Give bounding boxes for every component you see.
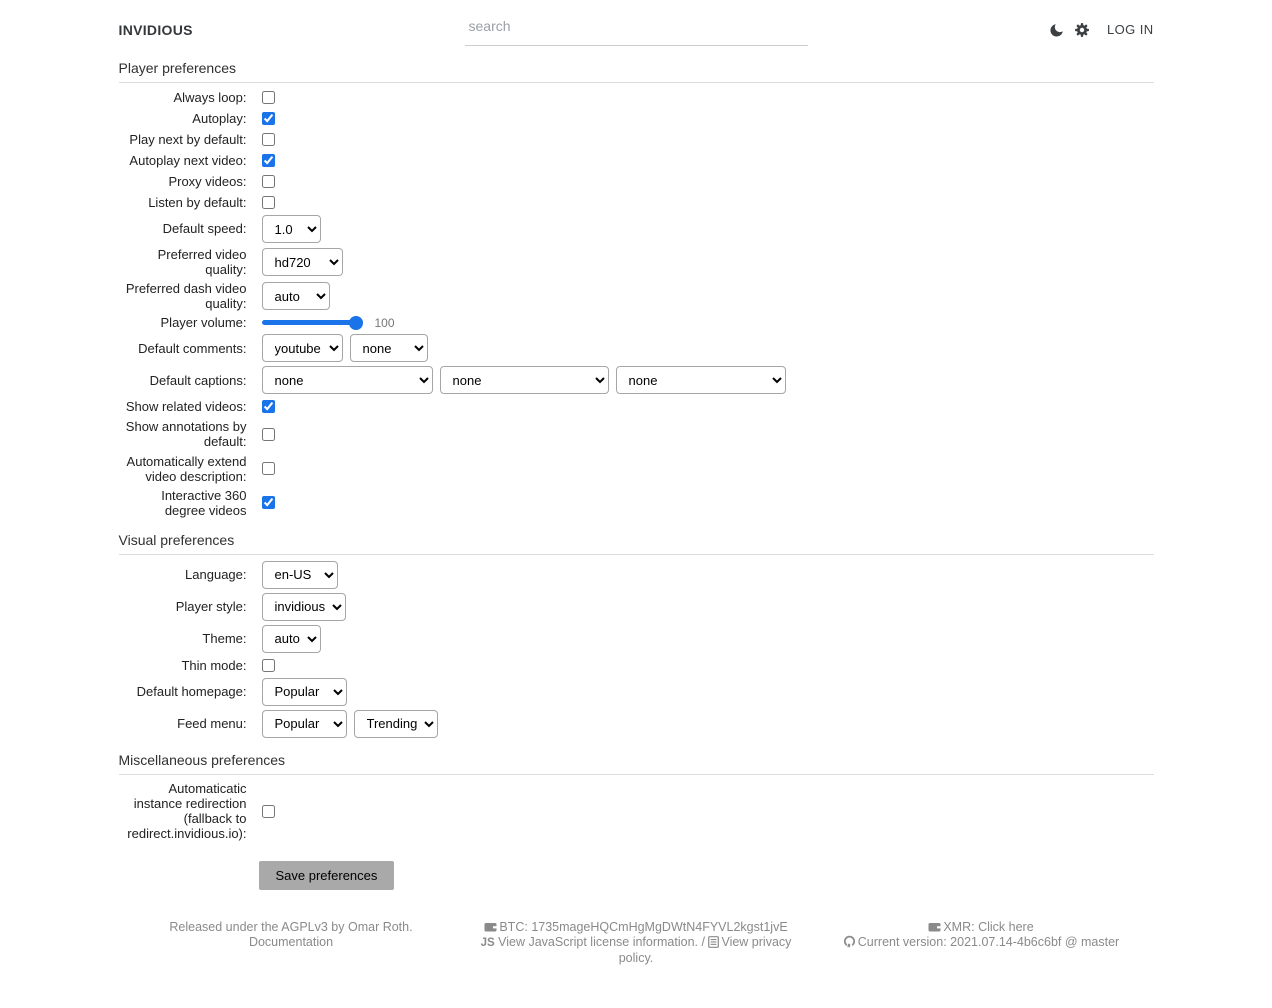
dash-quality-label: Preferred dash video quality: [125,281,247,312]
javascript-icon: JS [480,937,495,950]
autoplay-next-checkbox[interactable] [262,154,275,167]
pref-row-listen-default [119,194,1154,211]
always-loop-checkbox[interactable] [262,91,275,104]
header-actions [808,22,1154,38]
footer-donate-column [464,920,809,966]
default-speed-select[interactable] [262,215,321,243]
related-label: Show related videos: [125,399,247,415]
pref-row-default-speed [119,215,1154,243]
version-text: Current version: 2021.07.14-4b6c6bf @ master [857,935,1120,950]
github-icon [843,935,856,948]
save-preferences-button[interactable]: Save preferences [259,861,395,890]
pref-row-autoplay [119,110,1154,127]
comments-label: Default comments: [138,340,247,356]
xmr-link[interactable]: Click here [978,920,1034,935]
volume-value: 100 [374,315,395,330]
pref-row-auto-redirect [119,781,1154,841]
logo[interactable]: INVIDIOUS [118,21,193,38]
captions-first-select[interactable] [262,366,433,394]
feed-menu-second-select[interactable] [354,710,438,738]
document-icon [708,936,719,948]
section-title-misc: Miscellaneous preferences [119,752,1154,775]
thin-mode-label: Thin mode: [181,657,247,673]
player-preferences-section [119,60,1154,518]
pref-row-proxy-videos [119,173,1154,190]
slider-thumb[interactable] [349,316,363,330]
pref-row-player-style [119,593,1154,621]
pref-row-always-loop [119,89,1154,106]
pref-row-thin-mode [119,657,1154,674]
theme-select[interactable] [262,625,321,653]
related-videos-checkbox[interactable] [262,400,275,413]
listen-default-label: Listen by default: [148,194,247,210]
language-select[interactable] [262,561,338,589]
login-link[interactable]: LOG IN [1107,22,1154,37]
play-next-checkbox[interactable] [262,133,275,146]
video-quality-select[interactable] [262,248,343,276]
slider-track [262,320,363,325]
always-loop-label: Always loop: [173,89,247,105]
homepage-label: Default homepage: [136,684,247,700]
play-next-label: Play next by default: [129,131,247,147]
pref-row-related [119,398,1154,415]
pref-row-comments [119,334,1154,362]
pref-row-theme [119,625,1154,653]
auto-redirect-label: Automaticatic instance redirection (fallback to redirect.invidious.io): [127,780,247,842]
captions-label: Default captions: [149,372,247,388]
license-text: Released under the AGPLv3 by Omar Roth. [169,920,413,935]
wallet-icon [484,921,497,933]
language-label: Language: [185,567,247,583]
pref-row-volume [119,315,1154,330]
auto-redirect-checkbox[interactable] [262,805,275,818]
pref-row-feed-menu [119,710,1154,738]
feed-menu-first-select[interactable] [262,710,347,738]
default-speed-label: Default speed: [162,221,247,237]
pref-row-captions [119,366,1154,394]
footer-version-column [809,920,1154,966]
listen-default-checkbox[interactable] [262,196,275,209]
player-volume-slider[interactable] [262,316,363,330]
pref-row-annotations [119,419,1154,449]
pref-row-vr360 [119,488,1154,518]
footer-separator: / [701,935,705,950]
pref-row-video-quality [119,247,1154,277]
footer-license-column [119,920,464,966]
volume-label: Player volume: [160,315,247,331]
js-license-link[interactable]: View JavaScript license information. [498,935,699,950]
pref-row-extend-desc [119,454,1154,484]
thin-mode-checkbox[interactable] [262,659,275,672]
vr360-label: Interactive 360 degree videos [161,487,247,518]
pref-row-dash-quality [119,281,1154,311]
autoplay-next-label: Autoplay next video: [129,152,247,168]
annotations-label: Show annotations by default: [125,419,247,450]
documentation-link[interactable]: Documentation [248,935,334,950]
section-title-player: Player preferences [119,60,1154,83]
annotations-checkbox[interactable] [262,428,275,441]
top-bar [0,0,1272,46]
comments-first-select[interactable] [262,334,343,362]
search-form [465,13,808,46]
btc-label: BTC: [499,920,528,935]
captions-second-select[interactable] [440,366,609,394]
player-style-label: Player style: [175,599,247,615]
comments-second-select[interactable] [350,334,428,362]
btc-address-link[interactable]: 1735mageHQCmHgMgDWtN4FYVL2kgst1jvE [531,920,788,935]
section-title-visual: Visual preferences [119,532,1154,555]
pref-row-play-next [119,131,1154,148]
preferences-button[interactable] [1074,22,1090,38]
dash-quality-select[interactable] [262,282,330,310]
vr360-checkbox[interactable] [262,496,275,509]
theme-label: Theme: [202,631,247,647]
homepage-select[interactable] [262,678,347,706]
pref-row-autoplay-next [119,152,1154,169]
extend-description-checkbox[interactable] [262,462,275,475]
video-quality-label: Preferred video quality: [157,247,247,278]
privacy-policy-link[interactable]: View privacy policy. [618,935,792,966]
footer [0,920,1272,984]
captions-third-select[interactable] [616,366,786,394]
xmr-label: XMR: [943,920,975,935]
visual-preferences-section [119,532,1154,738]
pref-row-language [119,561,1154,589]
feed-menu-label: Feed menu: [177,716,247,732]
proxy-videos-checkbox[interactable] [262,175,275,188]
autoplay-checkbox[interactable] [262,112,275,125]
dark-mode-toggle[interactable] [1050,22,1065,37]
search-input[interactable] [465,13,808,46]
misc-preferences-section [119,752,1154,890]
proxy-videos-label: Proxy videos: [168,173,247,189]
pref-row-homepage [119,678,1154,706]
extend-desc-label: Automatically extend video description: [126,453,247,484]
player-style-select[interactable] [262,593,346,621]
gear-icon [1074,22,1090,38]
autoplay-label: Autoplay: [192,110,247,126]
wallet-icon [928,921,941,933]
moon-icon [1050,22,1065,37]
